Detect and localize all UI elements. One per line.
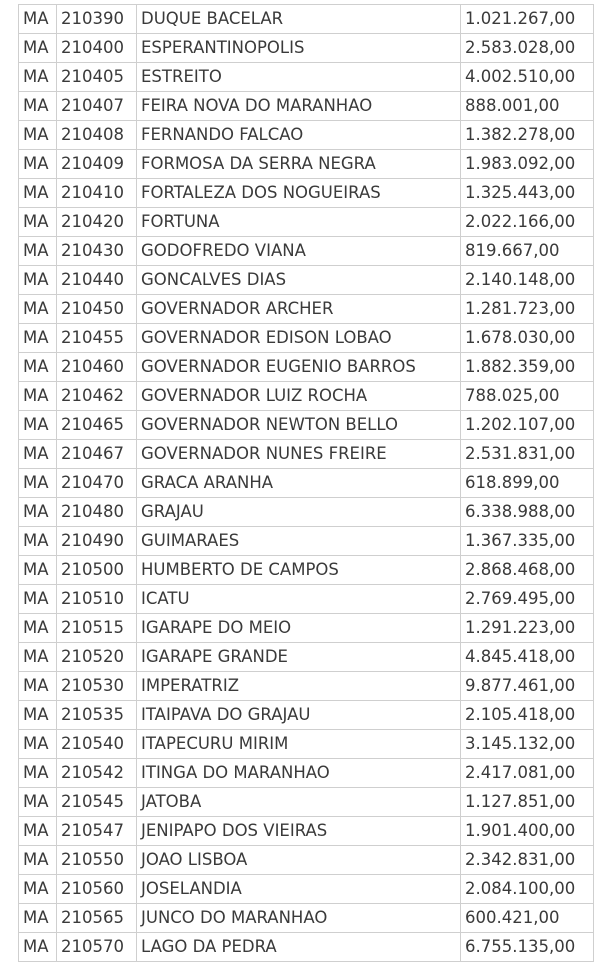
- state-cell: MA: [19, 788, 57, 817]
- code-cell: 210430: [57, 237, 137, 266]
- municipality-cell: GOVERNADOR NUNES FREIRE: [137, 440, 461, 469]
- amount-cell: 2.342.831,00: [461, 846, 594, 875]
- code-cell: 210542: [57, 759, 137, 788]
- amount-cell: 2.531.831,00: [461, 440, 594, 469]
- amount-cell: 6.755.135,00: [461, 933, 594, 962]
- municipality-cell: GOVERNADOR NEWTON BELLO: [137, 411, 461, 440]
- code-cell: 210520: [57, 643, 137, 672]
- code-cell: 210390: [57, 5, 137, 34]
- state-cell: MA: [19, 556, 57, 585]
- amount-cell: 1.127.851,00: [461, 788, 594, 817]
- table-row: [19, 904, 594, 933]
- code-cell: 210400: [57, 34, 137, 63]
- municipality-cell: IGARAPE DO MEIO: [137, 614, 461, 643]
- code-cell: 210408: [57, 121, 137, 150]
- state-cell: MA: [19, 237, 57, 266]
- table-row: [19, 382, 594, 411]
- table-row: [19, 614, 594, 643]
- amount-cell: 1.382.278,00: [461, 121, 594, 150]
- table-row: [19, 875, 594, 904]
- municipality-cell: ICATU: [137, 585, 461, 614]
- municipality-cell: GOVERNADOR EDISON LOBAO: [137, 324, 461, 353]
- amount-cell: 2.140.148,00: [461, 266, 594, 295]
- amount-cell: 6.338.988,00: [461, 498, 594, 527]
- amount-cell: 2.105.418,00: [461, 701, 594, 730]
- table-row: [19, 672, 594, 701]
- code-cell: 210405: [57, 63, 137, 92]
- table-row: [19, 469, 594, 498]
- amount-cell: 3.145.132,00: [461, 730, 594, 759]
- amount-cell: 4.002.510,00: [461, 63, 594, 92]
- municipality-cell: ITINGA DO MARANHAO: [137, 759, 461, 788]
- amount-cell: 788.025,00: [461, 382, 594, 411]
- code-cell: 210460: [57, 353, 137, 382]
- municipality-cell: IGARAPE GRANDE: [137, 643, 461, 672]
- code-cell: 210470: [57, 469, 137, 498]
- table-row: [19, 933, 594, 962]
- state-cell: MA: [19, 208, 57, 237]
- code-cell: 210545: [57, 788, 137, 817]
- table-row: [19, 295, 594, 324]
- municipality-cell: ITAIPAVA DO GRAJAU: [137, 701, 461, 730]
- amount-cell: 2.022.166,00: [461, 208, 594, 237]
- table-row: [19, 5, 594, 34]
- code-cell: 210540: [57, 730, 137, 759]
- code-cell: 210462: [57, 382, 137, 411]
- table-row: [19, 817, 594, 846]
- municipality-cell: FERNANDO FALCAO: [137, 121, 461, 150]
- table-row: [19, 324, 594, 353]
- code-cell: 210510: [57, 585, 137, 614]
- code-cell: 210420: [57, 208, 137, 237]
- state-cell: MA: [19, 121, 57, 150]
- amount-cell: 1.202.107,00: [461, 411, 594, 440]
- table-row: [19, 498, 594, 527]
- state-cell: MA: [19, 179, 57, 208]
- municipality-cell: ITAPECURU MIRIM: [137, 730, 461, 759]
- state-cell: MA: [19, 614, 57, 643]
- amount-cell: 1.021.267,00: [461, 5, 594, 34]
- state-cell: MA: [19, 701, 57, 730]
- amount-cell: 1.281.723,00: [461, 295, 594, 324]
- code-cell: 210467: [57, 440, 137, 469]
- municipality-cell: FEIRA NOVA DO MARANHAO: [137, 92, 461, 121]
- state-cell: MA: [19, 92, 57, 121]
- municipality-cell: FORTALEZA DOS NOGUEIRAS: [137, 179, 461, 208]
- table-row: [19, 237, 594, 266]
- code-cell: 210490: [57, 527, 137, 556]
- municipality-cell: ESTREITO: [137, 63, 461, 92]
- code-cell: 210465: [57, 411, 137, 440]
- municipality-cell: IMPERATRIZ: [137, 672, 461, 701]
- table-row: [19, 92, 594, 121]
- table-row: [19, 759, 594, 788]
- code-cell: 210560: [57, 875, 137, 904]
- amount-cell: 819.667,00: [461, 237, 594, 266]
- amount-cell: 4.845.418,00: [461, 643, 594, 672]
- municipality-cell: GRAJAU: [137, 498, 461, 527]
- table-row: [19, 353, 594, 382]
- state-cell: MA: [19, 295, 57, 324]
- table-row: [19, 527, 594, 556]
- state-cell: MA: [19, 672, 57, 701]
- municipality-cell: JUNCO DO MARANHAO: [137, 904, 461, 933]
- state-cell: MA: [19, 34, 57, 63]
- table-row: [19, 585, 594, 614]
- table-body: [19, 5, 594, 962]
- amount-cell: 2.084.100,00: [461, 875, 594, 904]
- state-cell: MA: [19, 440, 57, 469]
- municipality-cell: JATOBA: [137, 788, 461, 817]
- municipality-cell: ESPERANTINOPOLIS: [137, 34, 461, 63]
- state-cell: MA: [19, 411, 57, 440]
- state-cell: MA: [19, 469, 57, 498]
- code-cell: 210410: [57, 179, 137, 208]
- municipality-cell: GOVERNADOR ARCHER: [137, 295, 461, 324]
- amount-cell: 2.583.028,00: [461, 34, 594, 63]
- code-cell: 210515: [57, 614, 137, 643]
- table-row: [19, 730, 594, 759]
- municipality-cell: GRACA ARANHA: [137, 469, 461, 498]
- table-row: [19, 121, 594, 150]
- table-row: [19, 34, 594, 63]
- state-cell: MA: [19, 63, 57, 92]
- table-row: [19, 788, 594, 817]
- municipality-table: [18, 4, 594, 962]
- state-cell: MA: [19, 643, 57, 672]
- municipality-cell: GOVERNADOR EUGENIO BARROS: [137, 353, 461, 382]
- amount-cell: 2.868.468,00: [461, 556, 594, 585]
- amount-cell: 1.367.335,00: [461, 527, 594, 556]
- municipality-cell: GONCALVES DIAS: [137, 266, 461, 295]
- municipality-cell: JOSELANDIA: [137, 875, 461, 904]
- state-cell: MA: [19, 585, 57, 614]
- code-cell: 210455: [57, 324, 137, 353]
- code-cell: 210500: [57, 556, 137, 585]
- state-cell: MA: [19, 150, 57, 179]
- amount-cell: 9.877.461,00: [461, 672, 594, 701]
- state-cell: MA: [19, 904, 57, 933]
- amount-cell: 2.769.495,00: [461, 585, 594, 614]
- municipality-cell: FORMOSA DA SERRA NEGRA: [137, 150, 461, 179]
- amount-cell: 2.417.081,00: [461, 759, 594, 788]
- municipality-cell: GOVERNADOR LUIZ ROCHA: [137, 382, 461, 411]
- amount-cell: 600.421,00: [461, 904, 594, 933]
- amount-cell: 1.882.359,00: [461, 353, 594, 382]
- municipality-cell: DUQUE BACELAR: [137, 5, 461, 34]
- state-cell: MA: [19, 875, 57, 904]
- table-row: [19, 556, 594, 585]
- table-row: [19, 440, 594, 469]
- municipality-cell: JOAO LISBOA: [137, 846, 461, 875]
- code-cell: 210450: [57, 295, 137, 324]
- table-row: [19, 846, 594, 875]
- amount-cell: 1.678.030,00: [461, 324, 594, 353]
- code-cell: 210547: [57, 817, 137, 846]
- amount-cell: 1.291.223,00: [461, 614, 594, 643]
- table-row: [19, 411, 594, 440]
- code-cell: 210480: [57, 498, 137, 527]
- table-row: [19, 266, 594, 295]
- municipality-cell: HUMBERTO DE CAMPOS: [137, 556, 461, 585]
- table-row: [19, 179, 594, 208]
- code-cell: 210530: [57, 672, 137, 701]
- state-cell: MA: [19, 759, 57, 788]
- state-cell: MA: [19, 498, 57, 527]
- state-cell: MA: [19, 730, 57, 759]
- code-cell: 210535: [57, 701, 137, 730]
- amount-cell: 1.983.092,00: [461, 150, 594, 179]
- code-cell: 210565: [57, 904, 137, 933]
- state-cell: MA: [19, 353, 57, 382]
- amount-cell: 618.899,00: [461, 469, 594, 498]
- state-cell: MA: [19, 933, 57, 962]
- table-row: [19, 150, 594, 179]
- code-cell: 210409: [57, 150, 137, 179]
- state-cell: MA: [19, 817, 57, 846]
- table-row: [19, 643, 594, 672]
- table-row: [19, 701, 594, 730]
- table-row: [19, 63, 594, 92]
- amount-cell: 1.901.400,00: [461, 817, 594, 846]
- state-cell: MA: [19, 382, 57, 411]
- code-cell: 210407: [57, 92, 137, 121]
- amount-cell: 1.325.443,00: [461, 179, 594, 208]
- municipality-cell: LAGO DA PEDRA: [137, 933, 461, 962]
- municipality-cell: FORTUNA: [137, 208, 461, 237]
- municipality-cell: GUIMARAES: [137, 527, 461, 556]
- amount-cell: 888.001,00: [461, 92, 594, 121]
- state-cell: MA: [19, 324, 57, 353]
- table-row: [19, 208, 594, 237]
- code-cell: 210550: [57, 846, 137, 875]
- municipality-cell: JENIPAPO DOS VIEIRAS: [137, 817, 461, 846]
- code-cell: 210440: [57, 266, 137, 295]
- state-cell: MA: [19, 846, 57, 875]
- state-cell: MA: [19, 527, 57, 556]
- code-cell: 210570: [57, 933, 137, 962]
- municipality-cell: GODOFREDO VIANA: [137, 237, 461, 266]
- state-cell: MA: [19, 266, 57, 295]
- state-cell: MA: [19, 5, 57, 34]
